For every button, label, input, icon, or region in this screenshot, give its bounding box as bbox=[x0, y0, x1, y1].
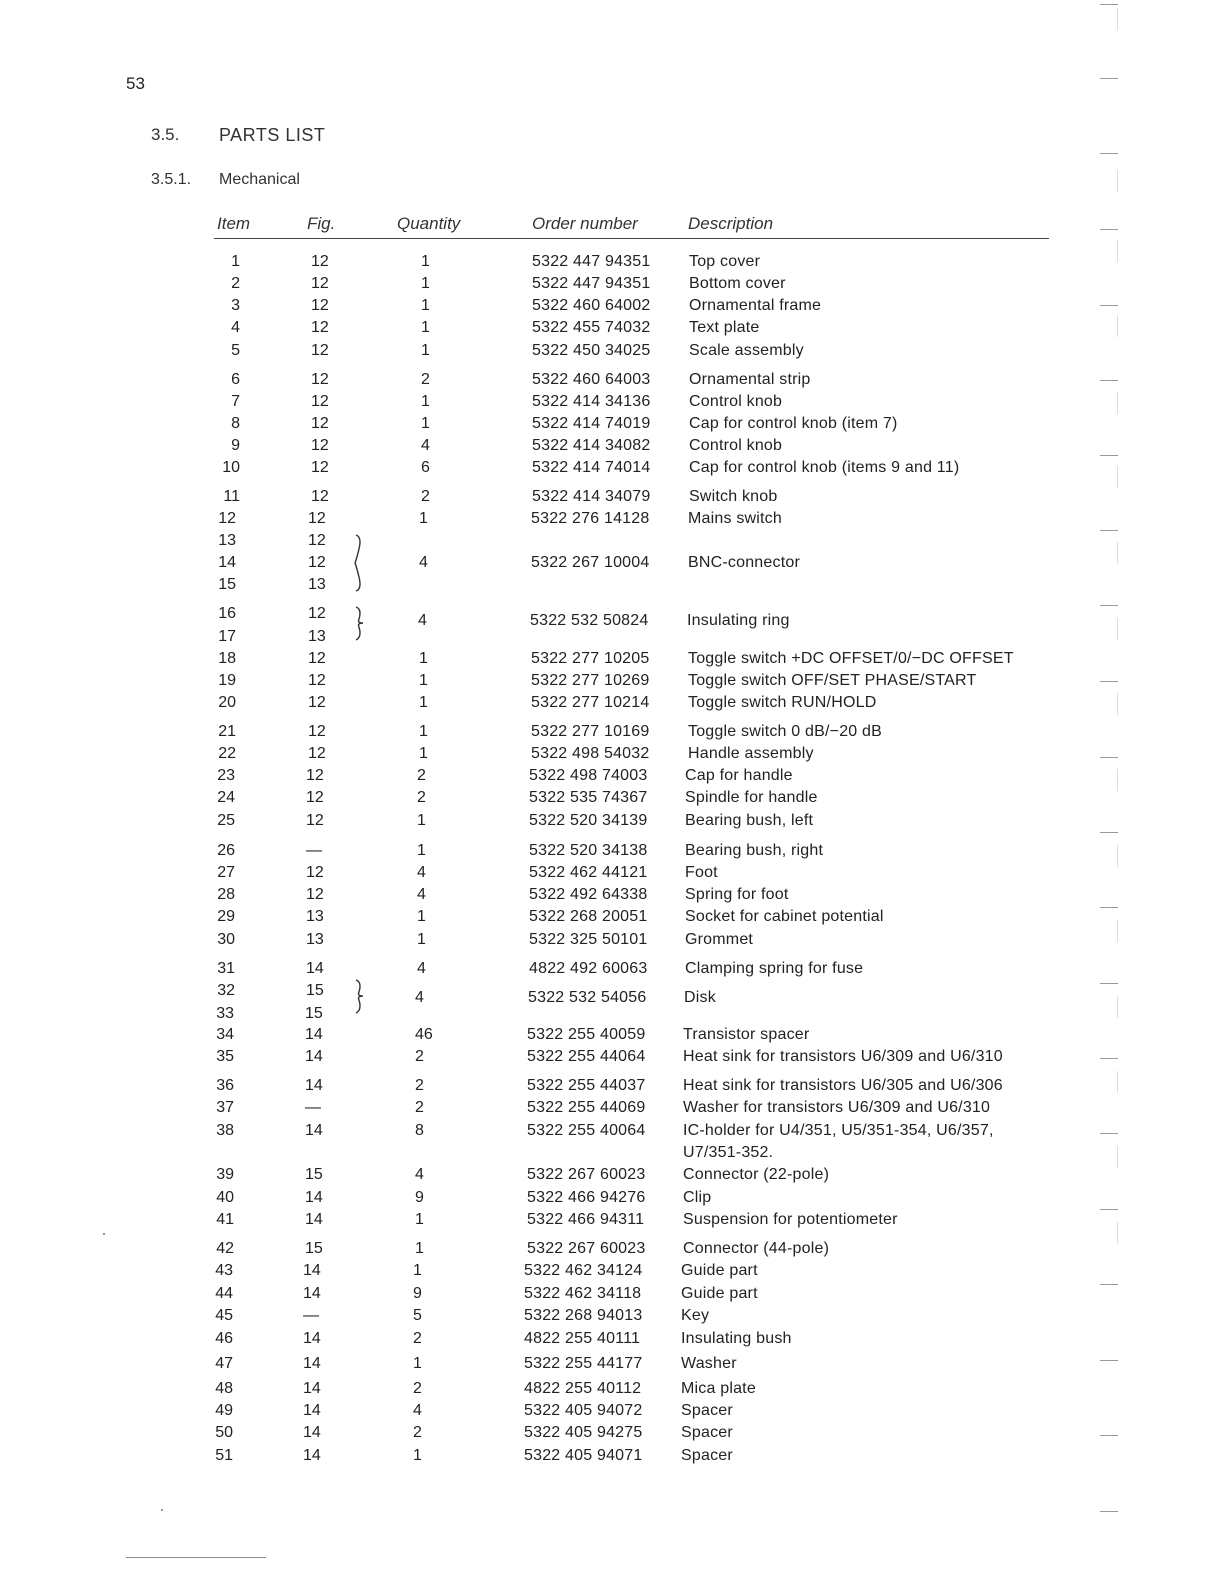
fig-cell: 12 bbox=[308, 605, 326, 622]
quantity-cell: 4 bbox=[415, 1166, 424, 1183]
item-cell: 32 bbox=[217, 982, 235, 999]
fig-cell: 12 bbox=[311, 371, 329, 388]
item-cell: 20 bbox=[218, 694, 236, 711]
description-cell: Cap for control knob (item 7) bbox=[689, 415, 898, 432]
fig-cell: 12 bbox=[311, 275, 329, 292]
item-cell: 40 bbox=[216, 1189, 234, 1206]
fig-cell: 12 bbox=[311, 393, 329, 410]
fig-cell: 12 bbox=[306, 886, 324, 903]
description-cell: Heat sink for transistors U6/305 and U6/306 bbox=[683, 1077, 1003, 1094]
fig-cell: 14 bbox=[305, 1026, 323, 1043]
item-cell: 6 bbox=[231, 371, 240, 388]
order-number-cell: 5322 466 94311 bbox=[527, 1211, 645, 1228]
fig-cell: 12 bbox=[306, 767, 324, 784]
order-number-cell: 5322 462 34118 bbox=[524, 1285, 642, 1302]
bracket-items-16-17 bbox=[356, 607, 363, 640]
quantity-cell: 2 bbox=[421, 371, 430, 388]
quantity-cell: 1 bbox=[413, 1447, 422, 1464]
fig-cell: 12 bbox=[311, 459, 329, 476]
quantity-cell: 4 bbox=[419, 554, 428, 571]
order-number-cell: 5322 255 40064 bbox=[527, 1122, 646, 1139]
item-cell: 42 bbox=[216, 1240, 234, 1257]
item-cell: 35 bbox=[216, 1048, 234, 1065]
order-number-cell: 5322 498 54032 bbox=[531, 745, 650, 762]
quantity-cell: 1 bbox=[419, 694, 428, 711]
item-cell: 41 bbox=[216, 1211, 234, 1228]
quantity-cell: 1 bbox=[415, 1211, 424, 1228]
quantity-cell: 46 bbox=[415, 1026, 433, 1043]
footer-rule bbox=[126, 1557, 266, 1558]
order-number-cell: 5322 276 14128 bbox=[531, 510, 650, 527]
description-cell: Socket for cabinet potential bbox=[685, 908, 884, 925]
quantity-cell: 9 bbox=[415, 1189, 424, 1206]
description-cell: Switch knob bbox=[689, 488, 778, 505]
description-cell: Toggle switch +DC OFFSET/0/−DC OFFSET bbox=[688, 650, 1014, 667]
column-header-description: Description bbox=[688, 214, 774, 233]
order-number-cell: 5322 268 20051 bbox=[529, 908, 648, 925]
order-number-cell: 5322 466 94276 bbox=[527, 1189, 646, 1206]
description-cell: Insulating bush bbox=[681, 1330, 792, 1347]
order-number-cell: 4822 255 40111 bbox=[524, 1330, 641, 1347]
order-number-cell: 5322 267 10004 bbox=[531, 554, 650, 571]
description-cell: Spacer bbox=[681, 1402, 733, 1419]
column-header-order-number: Order number bbox=[532, 214, 638, 233]
item-cell: 14 bbox=[218, 554, 236, 571]
quantity-cell: 6 bbox=[421, 459, 430, 476]
quantity-cell: 1 bbox=[421, 342, 430, 359]
description-cell: Suspension for potentiometer bbox=[683, 1211, 898, 1228]
quantity-cell: 2 bbox=[413, 1330, 422, 1347]
fig-cell: 13 bbox=[306, 908, 324, 925]
description-cell: Guide part bbox=[681, 1262, 758, 1279]
fig-cell: 14 bbox=[305, 1048, 323, 1065]
fig-cell: 12 bbox=[311, 297, 329, 314]
item-cell: 27 bbox=[217, 864, 235, 881]
description-cell: Mains switch bbox=[688, 510, 782, 527]
grouped-description: Disk bbox=[684, 989, 716, 1006]
item-cell: 12 bbox=[218, 510, 236, 527]
fig-cell: 14 bbox=[305, 1122, 323, 1139]
order-number-cell: 5322 460 64002 bbox=[532, 297, 651, 314]
order-number-cell: 4822 255 40112 bbox=[524, 1380, 642, 1397]
order-number-cell: 5322 455 74032 bbox=[532, 319, 651, 336]
item-cell: 29 bbox=[217, 908, 235, 925]
subsection-title: Mechanical bbox=[219, 171, 300, 188]
item-cell: 9 bbox=[231, 437, 240, 454]
description-cell: Control knob bbox=[689, 437, 783, 454]
quantity-cell: 2 bbox=[415, 1048, 424, 1065]
description-cell: Mica plate bbox=[681, 1380, 756, 1397]
quantity-cell: 1 bbox=[421, 253, 430, 270]
fig-cell: 12 bbox=[308, 745, 326, 762]
item-cell: 49 bbox=[215, 1402, 233, 1419]
quantity-cell: 4 bbox=[421, 437, 430, 454]
description-cell: Washer for transistors U6/309 and U6/310 bbox=[683, 1099, 991, 1116]
order-number-cell: 5322 277 10169 bbox=[531, 723, 650, 740]
description-cell: Washer bbox=[681, 1355, 737, 1372]
quantity-cell: 1 bbox=[421, 275, 430, 292]
fig-cell: 12 bbox=[311, 415, 329, 432]
item-cell: 8 bbox=[231, 415, 240, 432]
fig-cell: 14 bbox=[303, 1424, 321, 1441]
item-cell: 51 bbox=[215, 1447, 233, 1464]
order-number-cell: 5322 447 94351 bbox=[532, 253, 651, 270]
quantity-cell: 2 bbox=[413, 1424, 422, 1441]
description-cell: Heat sink for transistors U6/309 and U6/310 bbox=[683, 1048, 1003, 1065]
description-cell: Handle assembly bbox=[688, 745, 814, 762]
order-number-cell: 4822 492 60063 bbox=[529, 960, 648, 977]
description-cell: Connector (22-pole) bbox=[683, 1166, 830, 1183]
item-cell: 2 bbox=[231, 275, 240, 292]
quantity-cell: 1 bbox=[421, 297, 430, 314]
order-number-cell: 5322 460 64003 bbox=[532, 371, 651, 388]
quantity-cell: 2 bbox=[413, 1380, 422, 1397]
fig-cell: 14 bbox=[306, 960, 324, 977]
order-number-cell: 5322 520 34138 bbox=[529, 842, 648, 859]
item-cell: 37 bbox=[216, 1099, 234, 1116]
quantity-cell: 1 bbox=[415, 1240, 424, 1257]
section-number: 3.5. bbox=[151, 125, 180, 144]
description-cell: Clamping spring for fuse bbox=[685, 960, 864, 977]
fig-cell: 14 bbox=[303, 1262, 321, 1279]
description-cell: Scale assembly bbox=[689, 342, 804, 359]
fig-cell: 12 bbox=[308, 672, 326, 689]
item-cell: 30 bbox=[217, 931, 235, 948]
fig-cell: 13 bbox=[308, 628, 326, 645]
quantity-cell: 2 bbox=[417, 789, 426, 806]
description-cell: Cap for control knob (items 9 and 11) bbox=[689, 459, 960, 476]
fig-cell: 14 bbox=[303, 1285, 321, 1302]
item-cell: 50 bbox=[215, 1424, 233, 1441]
fig-cell: 12 bbox=[308, 532, 326, 549]
item-cell: 26 bbox=[217, 842, 235, 859]
quantity-cell: 1 bbox=[421, 393, 430, 410]
description-cell: Key bbox=[681, 1307, 710, 1324]
item-cell: 25 bbox=[217, 812, 235, 829]
order-number-cell: 5322 414 74019 bbox=[532, 415, 651, 432]
order-number-cell: 5322 277 10214 bbox=[531, 694, 650, 711]
order-number-cell: 5322 414 74014 bbox=[532, 459, 651, 476]
order-number-cell: 5322 492 64338 bbox=[529, 886, 648, 903]
fig-cell: 12 bbox=[311, 342, 329, 359]
column-header-item: Item bbox=[217, 214, 251, 233]
description-cell: Clip bbox=[683, 1189, 712, 1206]
quantity-cell: 1 bbox=[419, 745, 428, 762]
fig-cell: 12 bbox=[311, 488, 329, 505]
item-cell: 39 bbox=[216, 1166, 234, 1183]
subsection-number: 3.5.1. bbox=[151, 171, 192, 188]
quantity-cell: 1 bbox=[417, 908, 426, 925]
item-cell: 3 bbox=[231, 297, 240, 314]
description-cell: Ornamental frame bbox=[689, 297, 822, 314]
section-title: PARTS LIST bbox=[219, 125, 326, 145]
order-number-cell: 5322 405 94072 bbox=[524, 1402, 643, 1419]
order-number-cell: 5322 535 74367 bbox=[529, 789, 648, 806]
item-cell: 1 bbox=[231, 253, 240, 270]
description-cell: Text plate bbox=[689, 319, 760, 336]
description-cell: Bearing bush, left bbox=[685, 812, 814, 829]
item-cell: 47 bbox=[215, 1355, 233, 1372]
scan-speck bbox=[161, 1509, 163, 1511]
description-cell: Toggle switch 0 dB/−20 dB bbox=[688, 723, 883, 740]
grouped-quantity: 4 bbox=[418, 612, 427, 629]
quantity-cell: 1 bbox=[419, 723, 428, 740]
item-cell: 13 bbox=[218, 532, 236, 549]
grouped-order-number: 5322 532 54056 bbox=[528, 989, 647, 1006]
description-cell: Grommet bbox=[685, 931, 754, 948]
item-cell: 38 bbox=[216, 1122, 234, 1139]
description-cell: Toggle switch OFF/SET PHASE/START bbox=[688, 672, 977, 689]
order-number-cell: 5322 277 10269 bbox=[531, 672, 650, 689]
quantity-cell: 2 bbox=[421, 488, 430, 505]
fig-cell: 14 bbox=[303, 1330, 321, 1347]
item-cell: 46 bbox=[215, 1330, 233, 1347]
item-cell: 48 bbox=[215, 1380, 233, 1397]
description-cell: Transistor spacer bbox=[683, 1026, 810, 1043]
grouped-order-number: 5322 532 50824 bbox=[530, 612, 649, 629]
order-number-cell: 5322 450 34025 bbox=[532, 342, 651, 359]
quantity-cell: 1 bbox=[419, 510, 428, 527]
quantity-cell: 2 bbox=[415, 1077, 424, 1094]
fig-cell: 12 bbox=[306, 812, 324, 829]
item-cell: 34 bbox=[216, 1026, 234, 1043]
fig-cell: — bbox=[303, 1307, 319, 1324]
column-header-fig: Fig. bbox=[307, 214, 336, 233]
item-cell: 7 bbox=[231, 393, 240, 410]
item-cell: 43 bbox=[215, 1262, 233, 1279]
description-cell: Spacer bbox=[681, 1447, 733, 1464]
description-cell: Spacer bbox=[681, 1424, 733, 1441]
item-cell: 31 bbox=[217, 960, 235, 977]
item-cell: 21 bbox=[218, 723, 236, 740]
item-cell: 23 bbox=[217, 767, 235, 784]
quantity-cell: 8 bbox=[415, 1122, 424, 1139]
fig-cell: — bbox=[305, 1099, 321, 1116]
order-number-cell: 5322 498 74003 bbox=[529, 767, 648, 784]
order-number-cell: 5322 255 40059 bbox=[527, 1026, 646, 1043]
fig-cell: 12 bbox=[311, 253, 329, 270]
quantity-cell: 2 bbox=[417, 767, 426, 784]
item-cell: 15 bbox=[218, 576, 236, 593]
fig-cell: 12 bbox=[311, 437, 329, 454]
order-number-cell: 5322 414 34136 bbox=[532, 393, 651, 410]
quantity-cell: 4 bbox=[417, 960, 426, 977]
fig-cell: 14 bbox=[305, 1189, 323, 1206]
bracket-items-13-15 bbox=[355, 535, 360, 591]
order-number-cell: 5322 277 10205 bbox=[531, 650, 650, 667]
item-cell: 4 bbox=[231, 319, 240, 336]
description-cell: Cap for handle bbox=[685, 767, 793, 784]
quantity-cell: 1 bbox=[419, 650, 428, 667]
description-cell: Foot bbox=[685, 864, 718, 881]
quantity-cell: 4 bbox=[413, 1402, 422, 1419]
scan-speck bbox=[103, 1233, 105, 1235]
description-cell: Spindle for handle bbox=[685, 789, 818, 806]
order-number-cell: 5322 255 44069 bbox=[527, 1099, 646, 1116]
fig-cell: 15 bbox=[305, 1240, 323, 1257]
quantity-cell: 1 bbox=[413, 1262, 422, 1279]
quantity-cell: 4 bbox=[417, 886, 426, 903]
quantity-cell: 1 bbox=[417, 812, 426, 829]
order-number-cell: 5322 325 50101 bbox=[529, 931, 648, 948]
quantity-cell: 2 bbox=[415, 1099, 424, 1116]
description-cell: BNC-connector bbox=[688, 554, 800, 571]
description-cell: Guide part bbox=[681, 1285, 758, 1302]
scan-edge-marks bbox=[1100, 0, 1120, 1584]
fig-cell: 14 bbox=[303, 1447, 321, 1464]
fig-cell: 12 bbox=[308, 510, 326, 527]
fig-cell: 14 bbox=[303, 1380, 321, 1397]
quantity-cell: 1 bbox=[419, 672, 428, 689]
description-cell: Bearing bush, right bbox=[685, 842, 824, 859]
bracket-items-32-33 bbox=[356, 980, 363, 1013]
fig-cell: 14 bbox=[305, 1077, 323, 1094]
description-cell: Bottom cover bbox=[689, 275, 786, 292]
order-number-cell: 5322 414 34082 bbox=[532, 437, 651, 454]
quantity-cell: 1 bbox=[421, 319, 430, 336]
fig-cell: 12 bbox=[306, 864, 324, 881]
fig-cell: 12 bbox=[308, 650, 326, 667]
order-number-cell: 5322 447 94351 bbox=[532, 275, 651, 292]
quantity-cell: 5 bbox=[413, 1307, 422, 1324]
quantity-cell: 1 bbox=[413, 1355, 422, 1372]
order-number-cell: 5322 267 60023 bbox=[527, 1240, 646, 1257]
fig-cell: 12 bbox=[308, 723, 326, 740]
description-cell: Control knob bbox=[689, 393, 783, 410]
order-number-cell: 5322 414 34079 bbox=[532, 488, 651, 505]
item-cell: 24 bbox=[217, 789, 235, 806]
item-cell: 11 bbox=[223, 488, 240, 505]
description-cell: Connector (44-pole) bbox=[683, 1240, 830, 1257]
description-cell: Top cover bbox=[689, 253, 761, 270]
quantity-cell: 4 bbox=[417, 864, 426, 881]
item-cell: 18 bbox=[218, 650, 236, 667]
grouped-description: Insulating ring bbox=[687, 612, 790, 629]
fig-cell: 12 bbox=[311, 319, 329, 336]
order-number-cell: 5322 255 44177 bbox=[524, 1355, 643, 1372]
item-cell: 33 bbox=[216, 1005, 234, 1022]
item-cell: 44 bbox=[215, 1285, 233, 1302]
page-number: 53 bbox=[126, 74, 145, 93]
order-number-cell: 5322 520 34139 bbox=[529, 812, 648, 829]
quantity-cell: 9 bbox=[413, 1285, 422, 1302]
fig-cell: 14 bbox=[303, 1355, 321, 1372]
order-number-cell: 5322 267 60023 bbox=[527, 1166, 646, 1183]
fig-cell: 14 bbox=[305, 1211, 323, 1228]
fig-cell: 15 bbox=[305, 1005, 323, 1022]
quantity-cell: 1 bbox=[417, 842, 426, 859]
fig-cell: 12 bbox=[308, 694, 326, 711]
description-cell: IC-holder for U4/351, U5/351-354, U6/357, bbox=[683, 1122, 994, 1139]
item-cell: 22 bbox=[218, 745, 236, 762]
fig-cell: — bbox=[306, 842, 322, 859]
order-number-cell: 5322 268 94013 bbox=[524, 1307, 643, 1324]
order-number-cell: 5322 405 94275 bbox=[524, 1424, 643, 1441]
item-cell: 10 bbox=[222, 459, 240, 476]
item-cell: 16 bbox=[218, 605, 236, 622]
fig-cell: 15 bbox=[305, 1166, 323, 1183]
description-cell: Spring for foot bbox=[685, 886, 789, 903]
order-number-cell: 5322 462 44121 bbox=[529, 864, 648, 881]
item-cell: 5 bbox=[231, 342, 240, 359]
fig-cell: 15 bbox=[306, 982, 324, 999]
item-cell: 28 bbox=[217, 886, 235, 903]
order-number-cell: 5322 255 44064 bbox=[527, 1048, 646, 1065]
fig-cell: 13 bbox=[306, 931, 324, 948]
quantity-cell: 1 bbox=[417, 931, 426, 948]
fig-cell: 13 bbox=[308, 576, 326, 593]
fig-cell: 12 bbox=[308, 554, 326, 571]
quantity-cell: 1 bbox=[421, 415, 430, 432]
fig-cell: 12 bbox=[306, 789, 324, 806]
order-number-cell: 5322 255 44037 bbox=[527, 1077, 646, 1094]
fig-cell: 14 bbox=[303, 1402, 321, 1419]
order-number-cell: 5322 462 34124 bbox=[524, 1262, 643, 1279]
item-cell: 36 bbox=[216, 1077, 234, 1094]
description-cell: Toggle switch RUN/HOLD bbox=[688, 694, 877, 711]
item-cell: 17 bbox=[218, 628, 236, 645]
description-cell: U7/351-352. bbox=[683, 1144, 774, 1161]
item-cell: 45 bbox=[215, 1307, 233, 1324]
order-number-cell: 5322 405 94071 bbox=[524, 1447, 643, 1464]
column-header-quantity: Quantity bbox=[397, 214, 461, 233]
item-cell: 19 bbox=[218, 672, 236, 689]
description-cell: Ornamental strip bbox=[689, 371, 811, 388]
grouped-quantity: 4 bbox=[415, 989, 424, 1006]
